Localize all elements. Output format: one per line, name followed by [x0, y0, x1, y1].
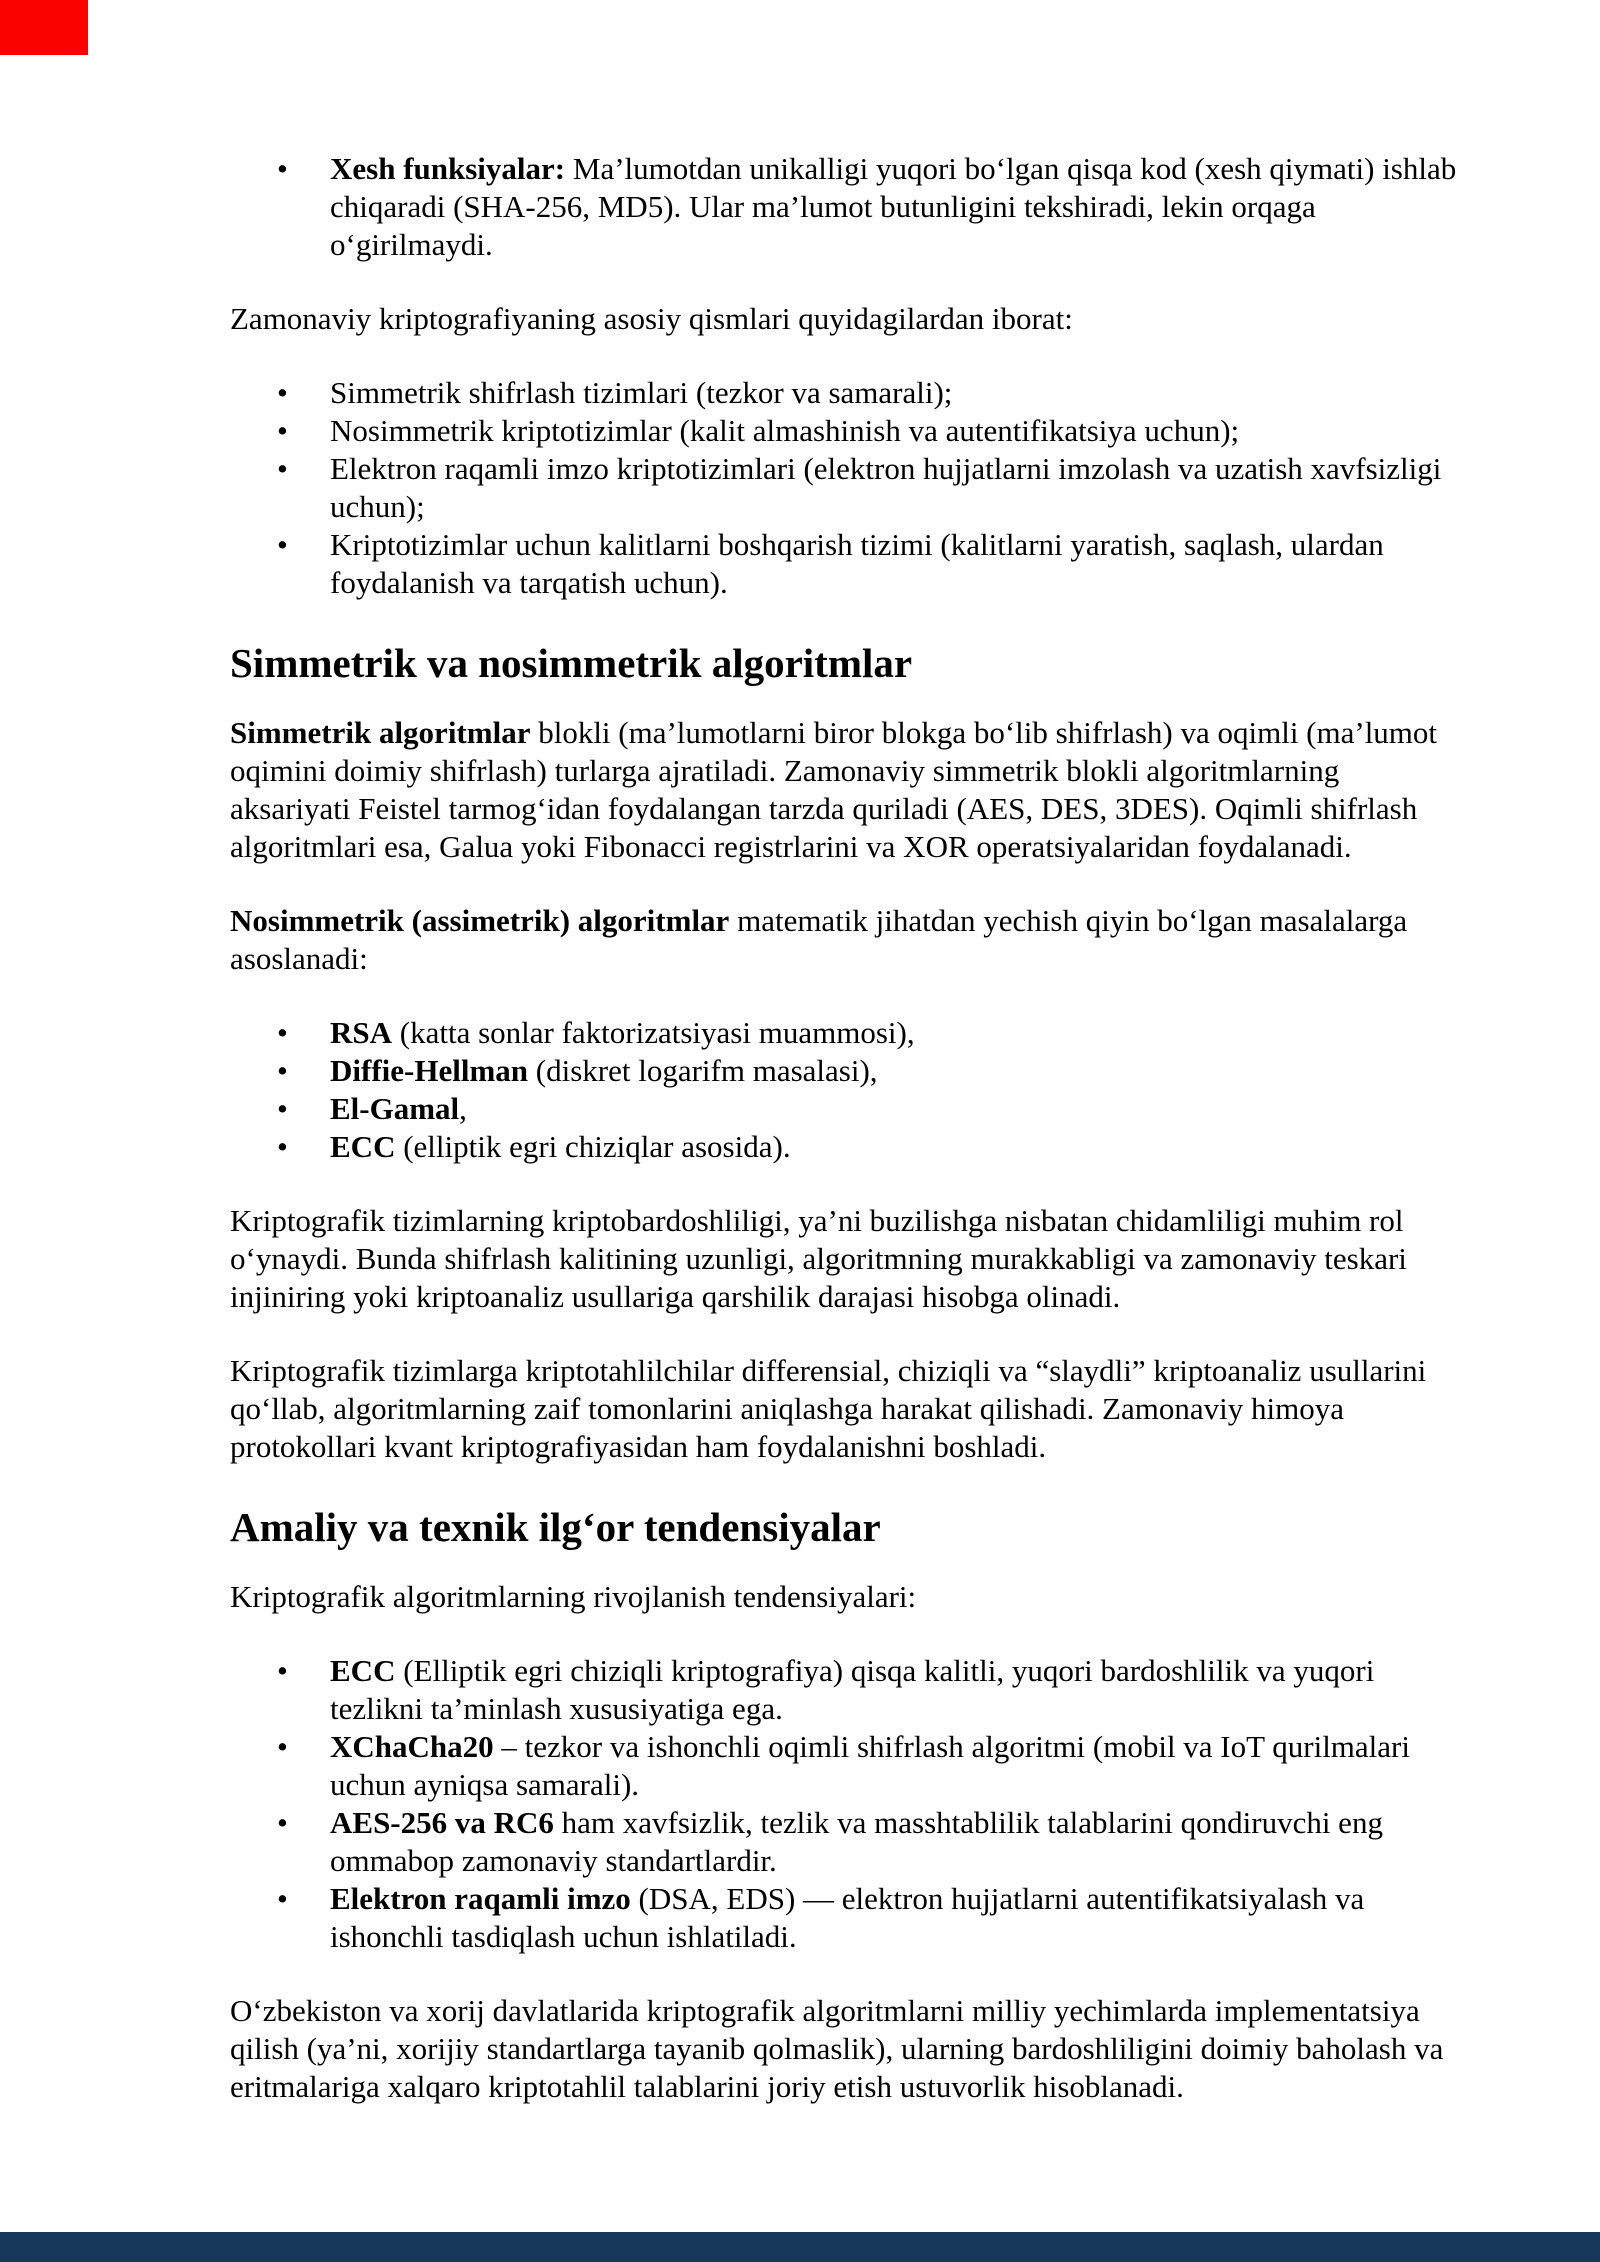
bottom-navy-bar	[0, 2232, 1600, 2262]
paragraph-strength: Kriptografik tizimlarning kriptobardoshliligi, ya’ni buzilishga nisbatan chidamliligi muhim rol o‘ynaydi. Bunda shifrlash kalitining uzunligi, algoritmning murakkabligi va zamonaviy teskari injiniring yoki kriptoanaliz usullariga qarshilik darajasi hisobga olinadi.	[230, 1203, 1407, 1314]
list-item	[230, 1052, 1458, 1090]
list-item-lead-bold: Diffie-Hellman	[330, 1053, 529, 1088]
list-item	[230, 374, 1458, 412]
paragraph-lead-bold: Simmetrik algoritmlar	[230, 715, 531, 750]
list-item-lead-bold: AES-256 va RC6	[330, 1805, 554, 1840]
list-item	[230, 412, 1458, 450]
list-item-text: – tezkor va ishonchli oqimli shifrlash algoritmi (mobil va IoT qurilmalari uchun ayniqsa samarali).	[330, 1729, 1410, 1802]
list-item-text: ham xavfsizlik, tezlik va masshtablilik talablarini qondiruvchi eng ommabop zamonaviy standartlardir.	[330, 1805, 1383, 1878]
document-page	[230, 150, 1458, 2142]
list-item-text: (katta sonlar faktorizatsiyasi muammosi),	[392, 1015, 915, 1050]
red-artifact-block	[0, 0, 88, 55]
list-item-lead-bold: RSA	[330, 1015, 393, 1050]
paragraph-trends-intro: Kriptografik algoritmlarning rivojlanish tendensiyalari:	[230, 1579, 917, 1614]
list-item-lead-bold: Elektron raqamli imzo	[330, 1881, 631, 1916]
list-item-text: Kriptotizimlar uchun kalitlarni boshqarish tizimi (kalitlarni yaratish, saqlash, ulardan foydalanish va tarqatish uchun).	[330, 527, 1384, 600]
list-item-text: ,	[459, 1091, 467, 1126]
components-bullet-list	[230, 374, 1458, 602]
list-item-lead-bold: Xesh funksiyalar:	[330, 151, 566, 186]
list-item-text: Nosimmetrik kriptotizimlar (kalit almashinish va autentifikatsiya uchun);	[330, 413, 1240, 448]
list-item-text: (DSA, EDS) — elektron hujjatlarni autentifikatsiyalash va ishonchli tasdiqlash uchun ishlatiladi.	[330, 1881, 1365, 1954]
list-item-text: (Elliptik egri chiziqli kriptografiya) qisqa kalitli, yuqori bardoshlilik va yuqori tezlikni ta’minlash xususiyatiga ega.	[330, 1653, 1375, 1726]
trends-bullet-list	[230, 1652, 1458, 1956]
list-item-lead-bold: ECC	[330, 1653, 396, 1688]
list-item	[230, 526, 1458, 602]
paragraph-asymmetric	[230, 902, 1458, 978]
list-item	[230, 150, 1458, 264]
list-item-text: Simmetrik shifrlash tizimlari (tezkor va samarali);	[330, 375, 953, 410]
list-item-lead-bold: El-Gamal	[330, 1091, 460, 1126]
asymmetric-bullet-list	[230, 1014, 1458, 1166]
intro-bullet-list	[230, 150, 1458, 264]
paragraph-components-intro: Zamonaviy kriptografiyaning asosiy qismlari quyidagilardan iborat:	[230, 301, 1073, 336]
heading-trends: Amaliy va texnik ilg‘or tendensiyalar	[230, 1504, 881, 1550]
list-item-lead-bold: ECC	[330, 1129, 396, 1164]
paragraph-lead-bold: Nosimmetrik (assimetrik) algoritmlar	[230, 903, 730, 938]
list-item	[230, 1090, 1458, 1128]
list-item	[230, 1728, 1458, 1804]
list-item	[230, 1652, 1458, 1728]
paragraph-cryptanalysis: Kriptografik tizimlarga kriptotahlilchilar differensial, chiziqli va “slaydli” kriptoanaliz usullarini qo‘llab, algoritmlarning zaif tomonlarini aniqlashga harakat qilishadi. Zamonaviy himoya protokollari kvant kriptografiyasidan ham foydalanishni boshladi.	[230, 1353, 1427, 1464]
list-item-text: (elliptik egri chiziqlar asosida).	[395, 1129, 791, 1164]
list-item	[230, 450, 1458, 526]
list-item-lead-bold: XChaCha20	[330, 1729, 494, 1764]
paragraph-text: blokli (ma’lumotlarni biror blokga bo‘lib shifrlash) va oqimli (ma’lumot oqimini doimiy shifrlash) turlarga ajratiladi. Zamonaviy simmetrik blokli algoritmlarning aksariyati Feistel tarmog‘idan foydalangan tarzda quriladi (AES, DES, 3DES). Oqimli shifrlash algoritmlari esa, Galua yoki Fibonacci registrlarini va XOR operatsiyalaridan foydalanadi.	[230, 715, 1438, 864]
paragraph-symmetric	[230, 714, 1458, 866]
list-item	[230, 1880, 1458, 1956]
list-item	[230, 1014, 1458, 1052]
list-item-text: (diskret logarifm masalasi),	[528, 1053, 878, 1088]
list-item	[230, 1128, 1458, 1166]
paragraph-text: matematik jihatdan yechish qiyin bo‘lgan masalalarga asoslanadi:	[230, 903, 1408, 976]
list-item	[230, 1804, 1458, 1880]
heading-symmetric-asymmetric: Simmetrik va nosimmetrik algoritmlar	[230, 640, 913, 686]
list-item-text: Elektron raqamli imzo kriptotizimlari (elektron hujjatlarni imzolash va uzatish xavfsizligi uchun);	[330, 451, 1442, 524]
list-item-text: Ma’lumotdan unikalligi yuqori bo‘lgan qisqa kod (xesh qiymati) ishlab chiqaradi (SHA-256, MD5). Ular ma’lumot butunligini tekshiradi, lekin orqaga o‘girilmaydi.	[330, 151, 1457, 262]
paragraph-conclusion: O‘zbekiston va xorij davlatlarida kriptografik algoritmlarni milliy yechimlarda implementatsiya qilish (ya’ni, xorijiy standartlarga tayanib qolmaslik), ularning bardoshliligini doimiy baholash va eritmalariga xalqaro kriptotahlil talablarini joriy etish ustuvorlik hisoblanadi.	[230, 1993, 1444, 2104]
